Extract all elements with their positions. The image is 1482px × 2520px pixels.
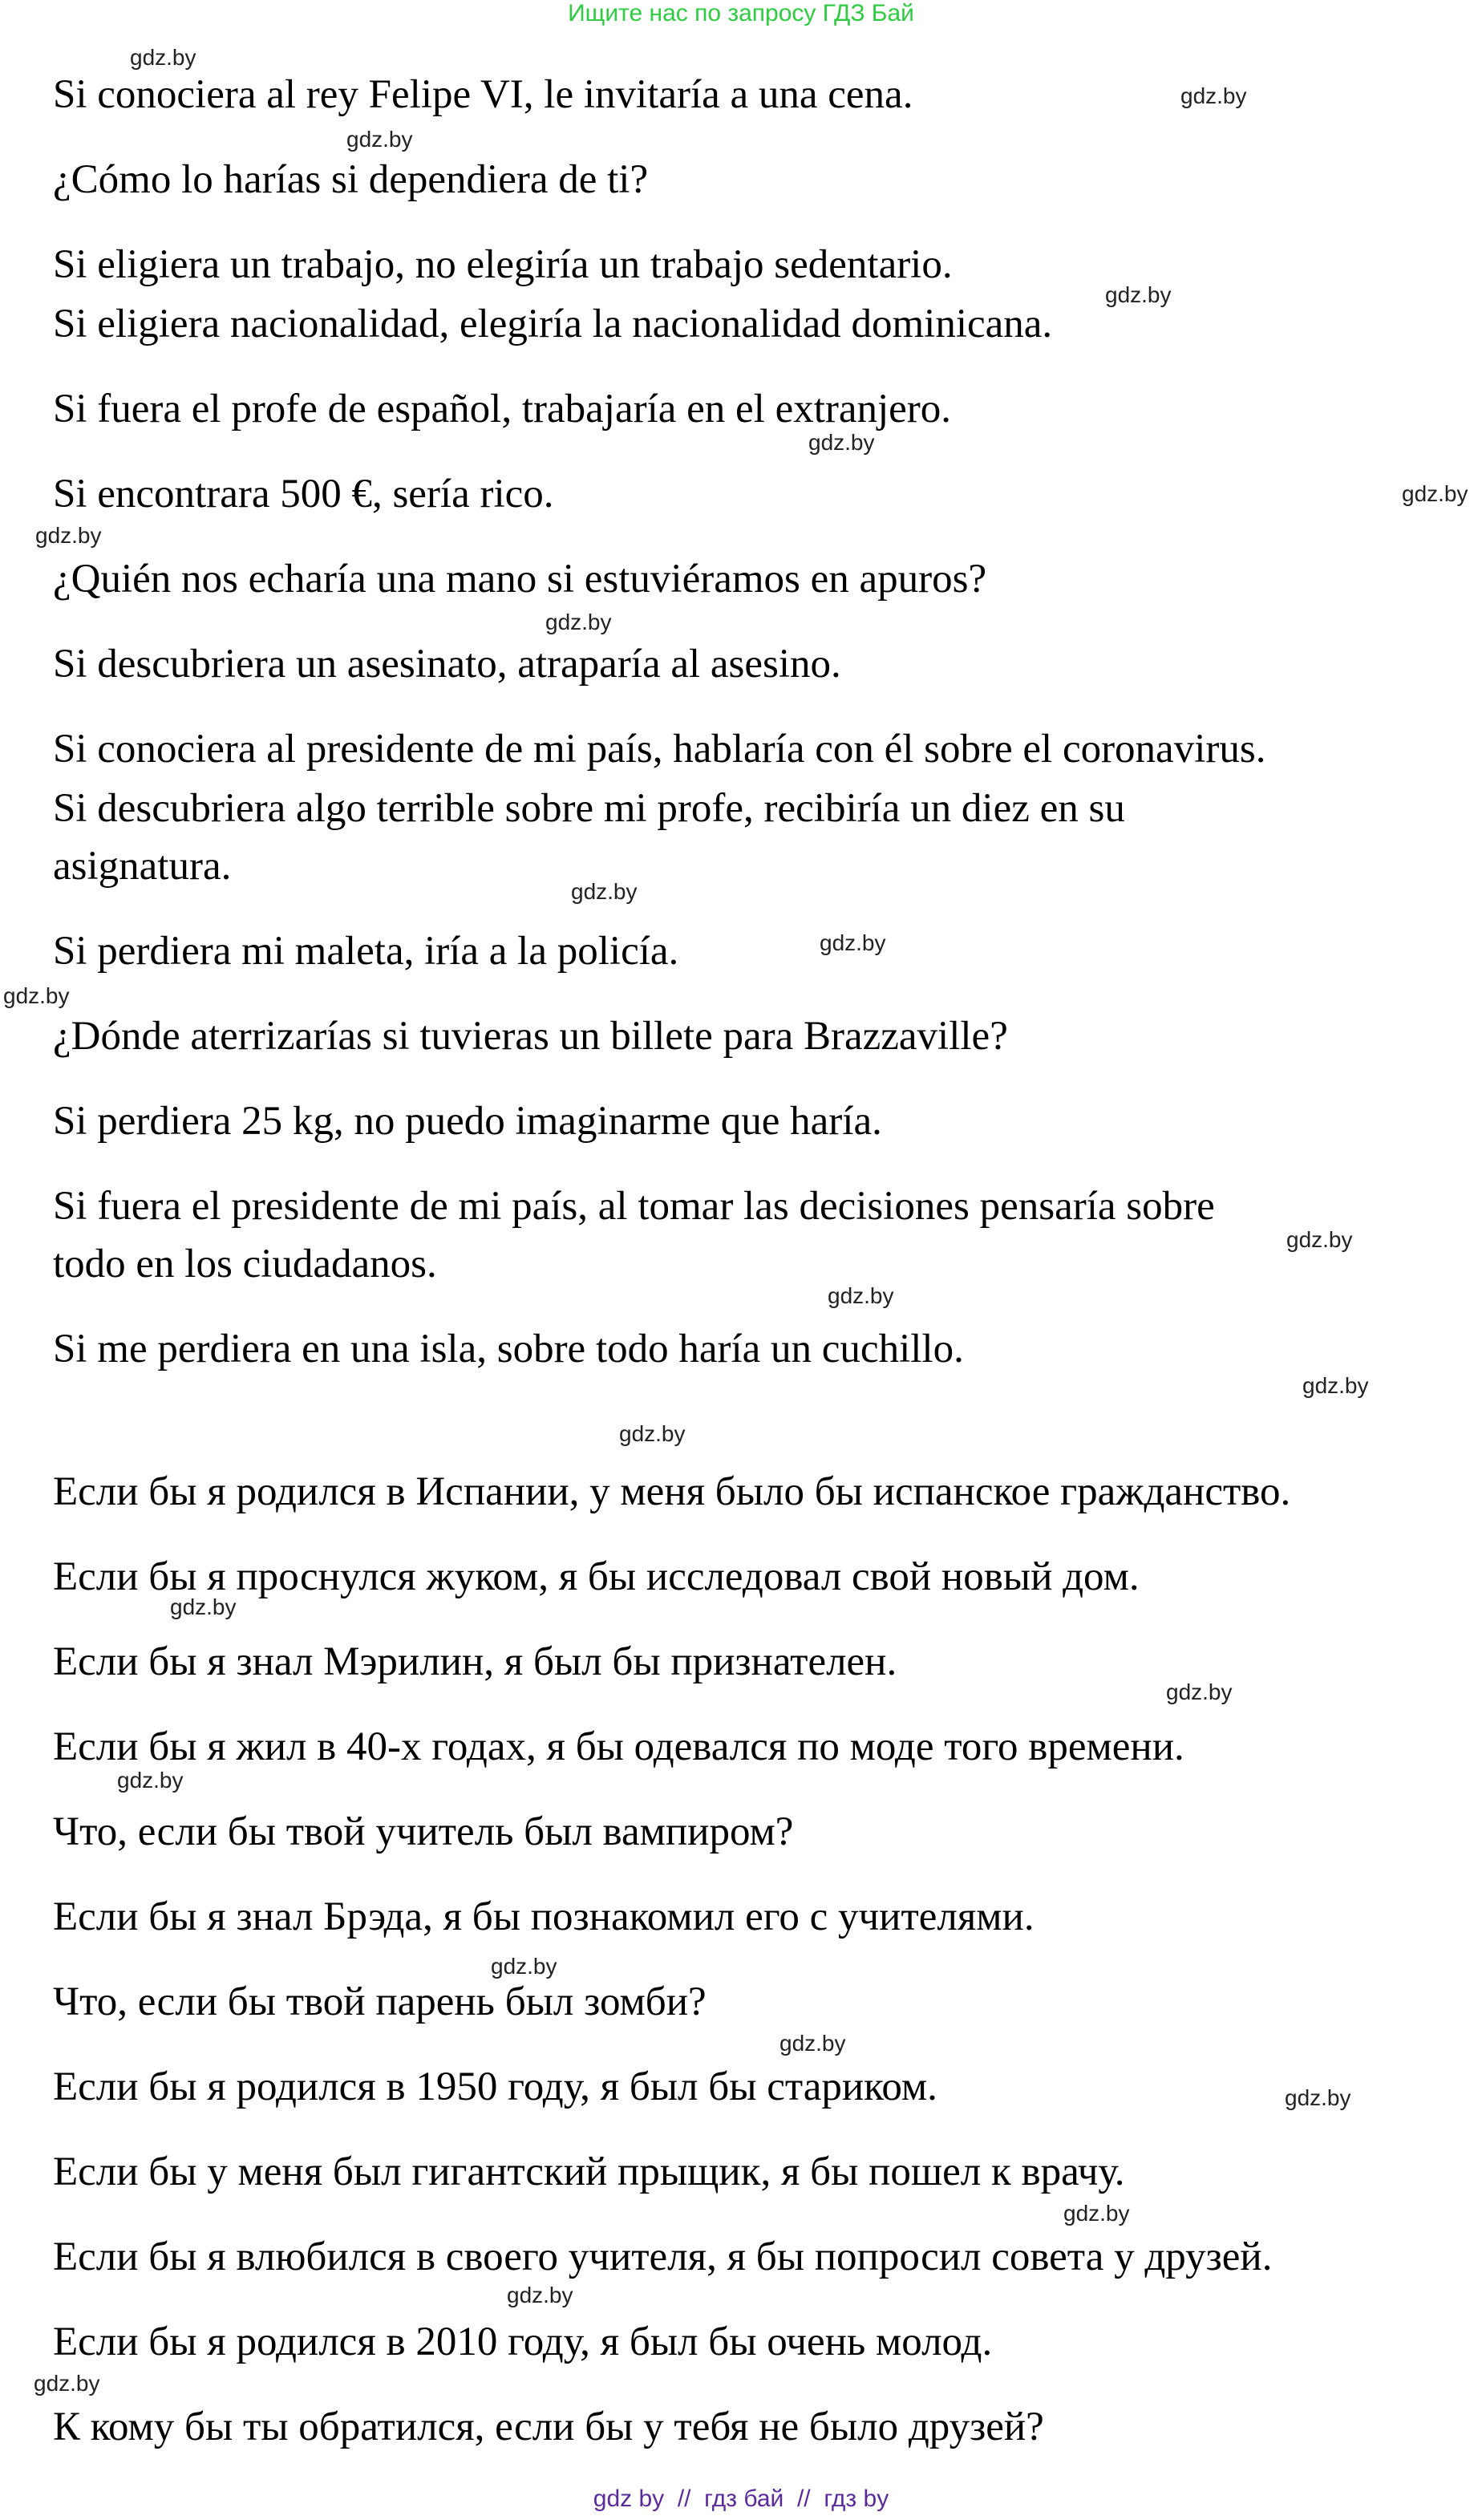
text-line: Что, если бы твой учитель был вампиром? xyxy=(53,1809,794,1854)
text-line: Si perdiera mi maleta, iría a la policía. xyxy=(53,929,679,974)
text-line: Если бы я родился в 2010 году, я был бы очень молод. xyxy=(53,2319,993,2364)
watermark: gdz.by xyxy=(571,879,638,904)
watermark: gdz.by xyxy=(1063,2201,1130,2226)
text-line: Что, если бы твой парень был зомби? xyxy=(53,1979,707,2024)
text-line: ¿Cómo lo harías si dependiera de ti? xyxy=(53,157,649,202)
text-line: Si descubriera algo terrible sobre mi profe, recibiría un diez en su xyxy=(53,786,1125,831)
text-line: Если бы я проснулся жуком, я бы исследовал свой новый дом. xyxy=(53,1554,1140,1599)
top-banner: Ищите нас по запросу ГДЗ Бай xyxy=(568,0,914,26)
watermark: gdz.by xyxy=(34,2371,100,2396)
watermark: gdz.by xyxy=(1105,282,1172,307)
watermark: gdz.by xyxy=(1286,1227,1353,1252)
watermark: gdz.by xyxy=(170,1594,237,1619)
watermark: gdz.by xyxy=(346,127,413,152)
watermark: gdz.by xyxy=(619,1421,686,1446)
watermark: gdz.by xyxy=(35,523,102,548)
watermark: gdz.by xyxy=(507,2283,573,2307)
text-line: Si eligiera un trabajo, no elegiría un trabajo sedentario. xyxy=(53,242,953,287)
text-line: ¿Quién nos echaría una mano si estuviéramos en apuros? xyxy=(53,557,987,602)
text-line: todo en los ciudadanos. xyxy=(53,1242,437,1286)
text-line: Si descubriera un asesinato, atraparía al asesino. xyxy=(53,642,841,687)
watermark: gdz.by xyxy=(808,430,875,455)
text-line: Если бы я родился в Испании, у меня было бы испанское гражданство. xyxy=(53,1469,1291,1514)
text-line: Si eligiera nacionalidad, elegiría la nacionalidad dominicana. xyxy=(53,302,1053,346)
text-line: Если бы я влюбился в своего учителя, я бы попросил совета у друзей. xyxy=(53,2234,1273,2279)
watermark: gdz.by xyxy=(828,1283,894,1308)
text-line: Si conociera al presidente de mi país, hablaría con él sobre el coronavirus. xyxy=(53,727,1266,772)
watermark: gdz.by xyxy=(130,45,196,70)
watermark: gdz.by xyxy=(820,930,886,955)
watermark: gdz.by xyxy=(3,983,70,1008)
text-line: Если бы я родился в 1950 году, я был бы стариком. xyxy=(53,2064,937,2109)
watermark: gdz.by xyxy=(545,610,612,634)
text-line: Если бы я жил в 40-х годах, я бы одевался по моде того времени. xyxy=(53,1724,1184,1769)
text-line: asignatura. xyxy=(53,844,232,889)
text-line: Если бы я знал Брэда, я бы познакомил его с учителями. xyxy=(53,1894,1035,1939)
watermark: gdz.by xyxy=(1302,1373,1369,1398)
text-line: Si perdiera 25 kg, no puedo imaginarme que haría. xyxy=(53,1099,882,1144)
footer-links: gdz by // гдз бай // гдз by xyxy=(593,2486,889,2512)
text-line: К кому бы ты обратился, если бы у тебя не было друзей? xyxy=(53,2405,1044,2449)
watermark: gdz.by xyxy=(117,1768,184,1793)
text-line: Si encontrara 500 €, sería rico. xyxy=(53,472,554,517)
text-line: Если бы я знал Мэрилин, я был бы признателен. xyxy=(53,1639,897,1684)
text-line: Si fuera el profe de español, trabajaría en el extranjero. xyxy=(53,387,952,431)
text-line: Si me perdiera en una isla, sobre todo haría un cuchillo. xyxy=(53,1327,964,1371)
watermark: gdz.by xyxy=(1402,481,1468,506)
text-line: Si fuera el presidente de mi país, al tomar las decisiones pensaría sobre xyxy=(53,1184,1215,1229)
watermark: gdz.by xyxy=(1180,83,1247,108)
watermark: gdz.by xyxy=(1166,1679,1233,1704)
text-line: Si conociera al rey Felipe VI, le invitaría a una cena. xyxy=(53,72,913,117)
text-line: Если бы у меня был гигантский прыщик, я бы пошел к врачу. xyxy=(53,2149,1125,2194)
text-line: ¿Dónde aterrizarías si tuvieras un billete para Brazzaville? xyxy=(53,1014,1008,1059)
watermark: gdz.by xyxy=(779,2031,846,2056)
watermark: gdz.by xyxy=(491,1954,557,1979)
watermark: gdz.by xyxy=(1285,2085,1351,2110)
